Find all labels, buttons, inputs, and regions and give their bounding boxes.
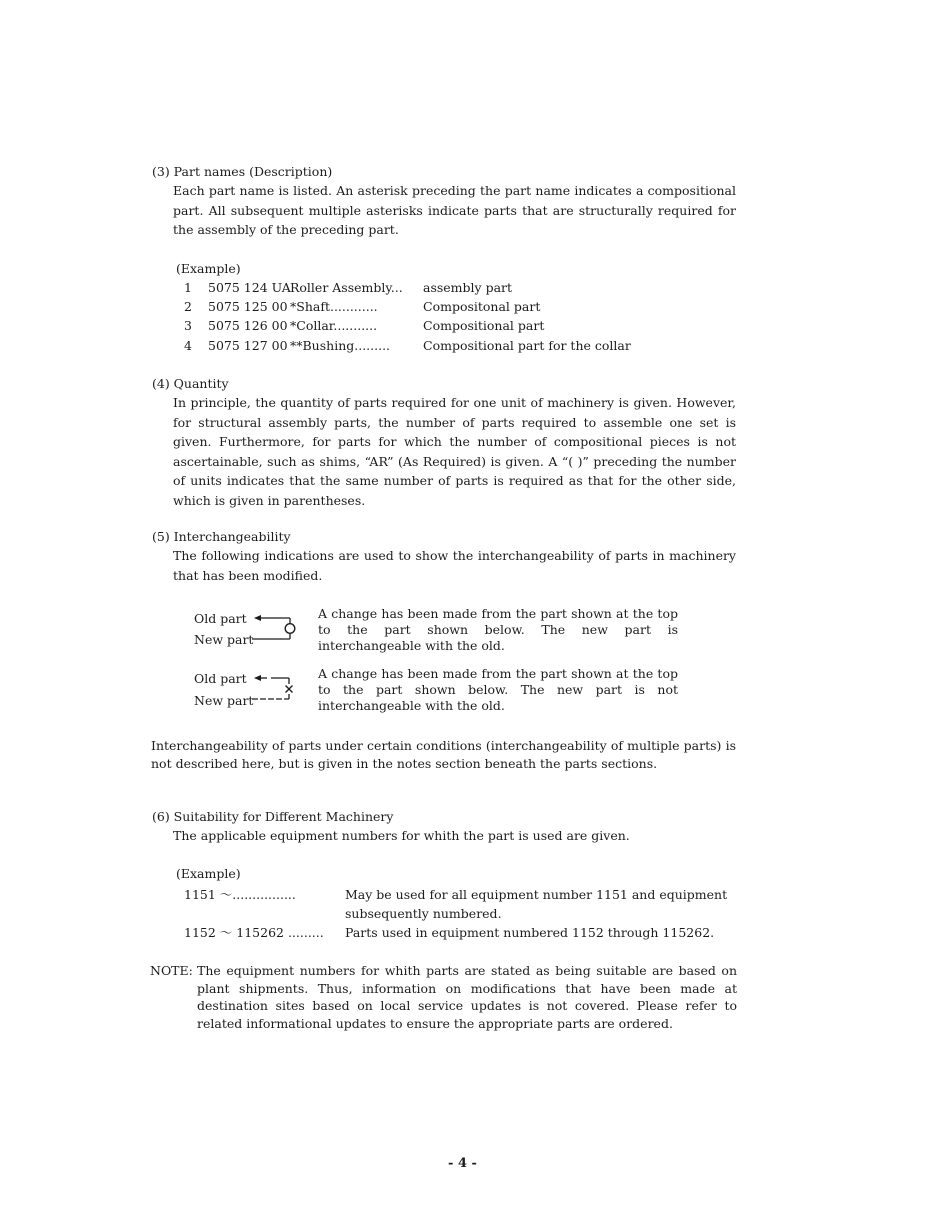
example-row <box>0 280 925 295</box>
equipment-range: 1152 〜 115262 ......... <box>184 925 324 940</box>
row-number: 2 <box>184 299 192 314</box>
note-label: NOTE: <box>150 963 193 978</box>
not-interchangeable-description: A change has been made from the part shown at the top to the part shown below. The new part is not interchangeable with the old. <box>318 666 678 713</box>
equipment-range: 1151 〜................ <box>184 887 296 902</box>
equipment-row <box>0 887 925 902</box>
example-row <box>0 338 925 353</box>
part-description: Compositonal part <box>423 299 541 314</box>
section-3-example-label: (Example) <box>176 261 241 276</box>
equipment-description-continued: subsequently numbered. <box>345 906 502 921</box>
part-code: 5075 125 00 <box>208 299 288 314</box>
part-description: Compositional part <box>423 318 545 333</box>
note-body: The equipment numbers for whith parts are stated as being suitable are based on plant shipments. Thus, information on modifications that have been made at destination sites based on local service updates is not covered. Please refer to related informational updates to ensure the appropriate parts are ordered. <box>197 963 737 1031</box>
old-part-label: Old part <box>194 671 247 686</box>
section-5-heading: (5) Interchangeability <box>152 529 291 544</box>
interchangeability-footer: Interchangeability of parts under certain conditions (interchangeability of multiple parts) is not described here, but is given in the notes section beneath the parts sections. <box>151 738 736 771</box>
section-3-heading: (3) Part names (Description) <box>152 164 333 179</box>
new-part-label: New part <box>194 632 254 647</box>
part-description: assembly part <box>423 280 513 295</box>
section-6-example-label: (Example) <box>176 866 241 881</box>
interchangeable-symbol <box>250 610 300 646</box>
equipment-description: Parts used in equipment numbered 1152 through 115262. <box>345 925 715 940</box>
part-name: *Shaft............ <box>290 299 378 314</box>
equipment-row <box>0 925 925 940</box>
page-number: - 4 - <box>448 1156 477 1171</box>
section-6-body: The applicable equipment numbers for whith the part is used are given. <box>173 828 630 843</box>
part-code: 5075 124 UA <box>208 280 291 295</box>
section-4-body: In principle, the quantity of parts required for one unit of machinery is given. However, for structural assembly parts, the number of parts required to assemble one set is given. Furthermore, for parts for which the number of compositional pieces is not ascertainable, such as shims, “AR” (As Required) is given. A “( )” preceding the number of units indicates that the same number of parts is required as that for the other side, which is given in parentheses. <box>173 395 736 508</box>
section-3-body: Each part name is listed. An asterisk preceding the part name indicates a compositional part. All subsequent multiple asterisks indicate parts that are structurally required for the assembly of the preceding part. <box>173 183 736 237</box>
part-description: Compositional part for the collar <box>423 338 631 353</box>
interchangeable-description: A change has been made from the part shown at the top to the part shown below. The new part is interchangeable with the old. <box>318 606 678 653</box>
part-name: *Collar........... <box>290 318 378 333</box>
new-part-label: New part <box>194 693 254 708</box>
part-code: 5075 127 00 <box>208 338 288 353</box>
row-number: 1 <box>184 280 192 295</box>
row-number: 3 <box>184 318 192 333</box>
part-code: 5075 126 00 <box>208 318 288 333</box>
section-6-heading: (6) Suitability for Different Machinery <box>152 809 394 824</box>
section-5-body: The following indications are used to show the interchangeability of parts in machinery that has been modified. <box>173 548 736 583</box>
row-number: 4 <box>184 338 192 353</box>
part-name: Roller Assembly... <box>290 280 403 295</box>
old-part-label: Old part <box>194 611 247 626</box>
part-name: **Bushing......... <box>290 338 391 353</box>
not-interchangeable-symbol <box>250 670 300 706</box>
equipment-description: May be used for all equipment number 1151 and equipment <box>345 887 728 902</box>
example-row <box>0 299 925 314</box>
section-4-heading: (4) Quantity <box>152 376 229 391</box>
example-row <box>0 318 925 333</box>
